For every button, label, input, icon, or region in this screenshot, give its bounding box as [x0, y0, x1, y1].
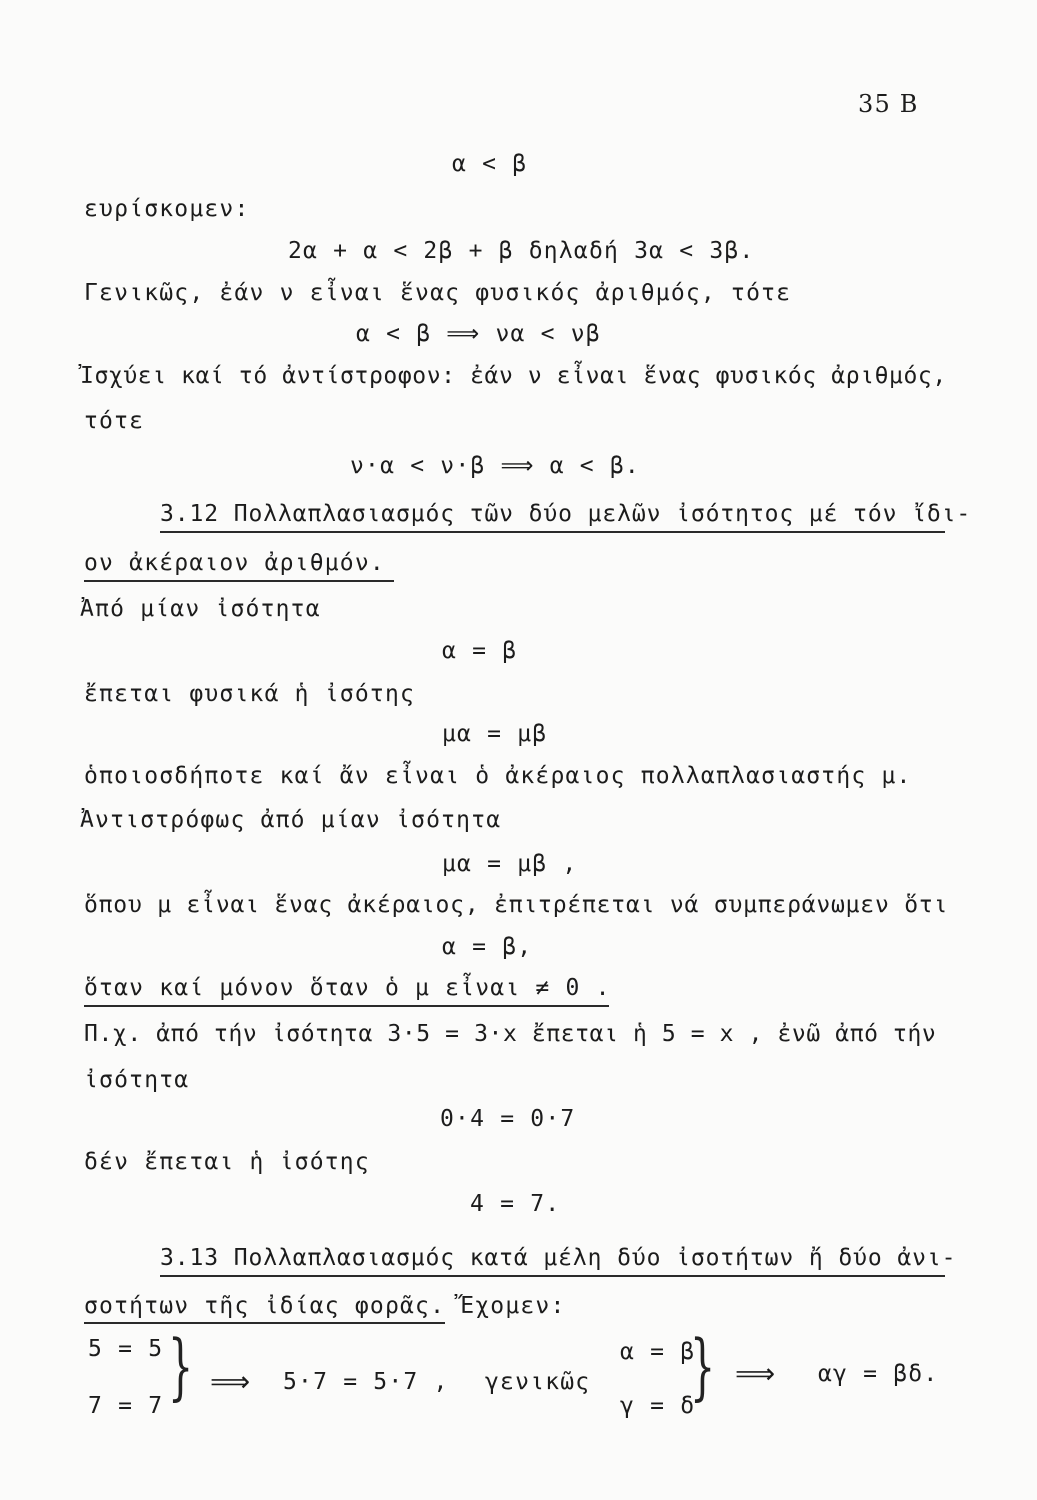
text-line: Π.χ. ἀπό τήν ἰσότητα 3·5 = 3·x ἔπεται ἡ 5 = x , ἐνῶ ἀπό τήν	[84, 1021, 937, 1047]
equation-bottom-right: γ = δ	[620, 1393, 696, 1419]
section-heading-3-13: 3.13 Πολλαπλασιασμός κατά μέλη δύο ἰσοτήτων ἤ δύο ἀνι-	[160, 1244, 945, 1277]
text-line: ἰσότητα	[84, 1067, 190, 1093]
equation-top-right: α = β	[620, 1339, 696, 1365]
equation-line: α = β	[442, 638, 518, 664]
right-brace-right: }	[690, 1324, 716, 1408]
equation-line: ν·α < ν·β ⟹ α < β.	[350, 453, 640, 479]
text-line: Γενικῶς, ἐάν ν εἶναι ἕνας φυσικός ἀριθμός, τότε	[84, 280, 792, 306]
condition-line: ὅταν καί μόνον ὅταν ὁ μ εἶναι ≠ 0 .	[84, 974, 609, 1007]
equation-top-left: 5 = 5	[88, 1336, 164, 1362]
text-line: Ἰσχύει καί τό ἀντίστροφον: ἐάν ν εἶναι ἕνας φυσικός ἀριθμός,	[80, 363, 947, 389]
inequality-line: α < β	[452, 151, 528, 177]
section-heading-3-13-cont	[84, 1292, 566, 1320]
implies-arrow: ⟹	[210, 1365, 252, 1398]
text-echomen: Ἔχομεν:	[445, 1293, 566, 1319]
section-heading-3-13-title-end: σοτήτων τῆς ἰδίας φορᾶς.	[84, 1293, 445, 1324]
equation-line: 4 = 7.	[470, 1191, 561, 1217]
equation-bottom-left: 7 = 7	[88, 1393, 164, 1419]
text-line: ἔπεται φυσικά ἡ ἰσότης	[84, 681, 416, 707]
text-line: ὅπου μ εἶναι ἕνας ἀκέραιος, ἐπιτρέπεται νά συμπεράνωμεν ὅτι	[84, 892, 949, 918]
equation-line: μα = μβ ,	[442, 851, 578, 877]
text-line: τότε	[84, 408, 145, 434]
equation-line: α < β ⟹ να < νβ	[356, 321, 601, 347]
right-brace-left: }	[168, 1324, 194, 1408]
implies-arrow-2: ⟹	[735, 1357, 777, 1390]
equation-line: α = β,	[442, 934, 533, 960]
section-heading-3-12: 3.12 Πολλαπλασιασμός τῶν δύο μελῶν ἰσότητος μέ τόν ἴδι-	[160, 500, 945, 533]
equation-line: μα = μβ	[442, 721, 548, 747]
equation-line: 2α + α < 2β + β δηλαδή 3α < 3β.	[288, 238, 755, 264]
product-equation: 5·7 = 5·7 ,	[283, 1369, 449, 1395]
text-line: δέν ἔπεται ἡ ἰσότης	[84, 1149, 370, 1175]
result-equation: αγ = βδ.	[818, 1361, 939, 1387]
text-line: Ἀπό μίαν ἰσότητα	[80, 596, 321, 622]
text-line: ευρίσκομεν:	[84, 196, 250, 222]
page-number: 35 B	[858, 90, 919, 118]
text-generally: γενικῶς	[485, 1369, 591, 1395]
text-line: Ἀντιστρόφως ἀπό μίαν ἰσότητα	[80, 807, 502, 833]
section-heading-3-12-cont: ον ἀκέραιον ἀριθμόν.	[84, 549, 394, 582]
text-line: ὁποιοσδήποτε καί ἄν εἶναι ὁ ἀκέραιος πολλαπλασιαστής μ.	[84, 763, 912, 789]
equation-line: 0·4 = 0·7	[440, 1106, 576, 1132]
